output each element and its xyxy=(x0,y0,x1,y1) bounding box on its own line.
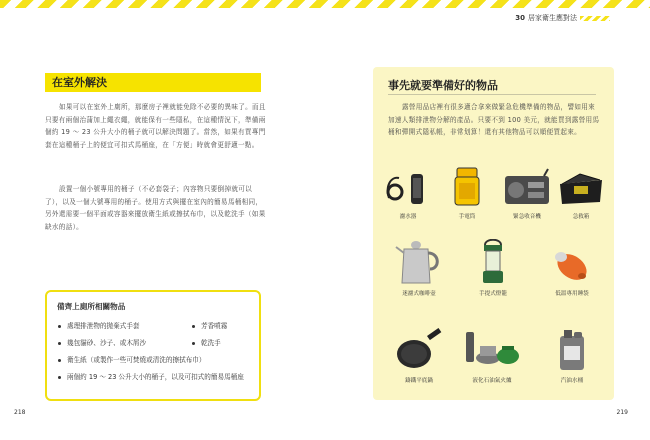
top-hazard-stripe xyxy=(0,0,650,8)
cast-iron-skillet-icon xyxy=(389,330,449,372)
list-item: 衛生紙（或製作一些可焚燒或清洗的擦拭布巾） xyxy=(57,355,249,366)
box-row-2 xyxy=(57,338,249,355)
item-label: 鑄鐵平底鍋 xyxy=(405,378,433,384)
right-paragraph: 露營用品店裡有很多適合拿來做緊急危機準備的物品，譬如用來加速人類排泄物分解的產品。只要不到 100 美元，就能買到露營用馬桶和彈開式隱私帳，非常划算！還有其他物品可以順便買起來。 xyxy=(388,103,600,137)
left-page-number: 218 xyxy=(14,409,26,416)
flashlight-icon xyxy=(437,166,497,208)
item-lantern xyxy=(463,243,523,297)
list-item: 乾洗手 xyxy=(191,338,221,349)
item-emergency-radio xyxy=(497,166,557,220)
coffee-percolator-icon xyxy=(389,243,449,285)
title-divider xyxy=(388,94,596,95)
item-water-filter xyxy=(378,166,438,220)
left-paragraph-2: 設置一個小號專用的桶子（不必套袋子；內容物只要倒掉就可以了），以及一個大號專用的桶子。使用方式與擺在室內的簡易馬桶相同，另外還需要一個平面或容器來擺放衛生紙或擦拭布巾，以及乾洗手（如果缺水的話）。 xyxy=(45,185,266,231)
water-filter-icon xyxy=(378,166,438,208)
propane-stove-icon xyxy=(462,330,522,372)
item-label: 液化石油氣火爐 xyxy=(472,378,512,384)
right-section-title: 事先就要準備好的物品 xyxy=(388,79,498,92)
toilet-supplies-box xyxy=(45,290,261,401)
item-sleeping-bag xyxy=(542,243,602,297)
item-cast-iron-skillet xyxy=(389,330,449,384)
left-section-title: 在室外解決 xyxy=(45,73,261,92)
running-header xyxy=(515,13,610,23)
item-label: 手電筒 xyxy=(458,214,476,220)
left-paragraph-1: 如果可以在室外上廁所，那麼房子裡就能免除不必要的異味了。而且只要有兩個治蒲加上繩衣繩，就能保有一些隱私，在這種情況下，準備兩個約 19 ～ 23 公升大小的桶子就可以解決問題了。當然，如果有買專門套在這種桶子上的便宜可扣式馬桶座，在「方便」時就會更舒適一點。 xyxy=(45,103,266,149)
item-propane-stove xyxy=(462,330,522,384)
list-item: 幾包貓砂、沙子、或木屑沙 xyxy=(57,338,191,349)
fuel-can-icon xyxy=(542,330,602,372)
radio-icon xyxy=(497,166,557,208)
item-label: 手提式燈籠 xyxy=(479,291,507,297)
header-stripe-icon xyxy=(580,16,610,21)
list-item: 兩個約 19 ～ 23 公升大小的桶子，以及可扣式的簡易馬桶座 xyxy=(57,372,249,383)
list-item: 處理排泄物的拋棄式手套 xyxy=(57,321,191,332)
first-aid-kit-icon xyxy=(551,166,611,208)
item-label: 汽油水桶 xyxy=(560,378,584,384)
item-label: 迷濾式咖啡壺 xyxy=(402,291,436,297)
item-flashlight xyxy=(437,166,497,220)
item-first-aid-kit xyxy=(551,166,611,220)
list-item: 芳香噴霧 xyxy=(191,321,227,332)
item-label: 緊急收音機 xyxy=(513,214,541,220)
lantern-icon xyxy=(463,243,523,285)
box-row-3 xyxy=(57,355,249,383)
item-fuel-can xyxy=(542,330,602,384)
box-title: 備齊上廁所相關物品 xyxy=(57,302,126,311)
chapter-number: 30 xyxy=(515,14,525,22)
chapter-title: 居家衛生應對法 xyxy=(528,14,577,22)
item-label: 濾水器 xyxy=(399,214,417,220)
right-page-number: 219 xyxy=(616,409,628,416)
item-label: 低溫專用睡袋 xyxy=(555,291,589,297)
item-coffee-percolator xyxy=(389,243,449,297)
item-label: 急救箱 xyxy=(572,214,590,220)
sleeping-bag-icon xyxy=(542,243,602,285)
box-row-1 xyxy=(57,321,249,338)
